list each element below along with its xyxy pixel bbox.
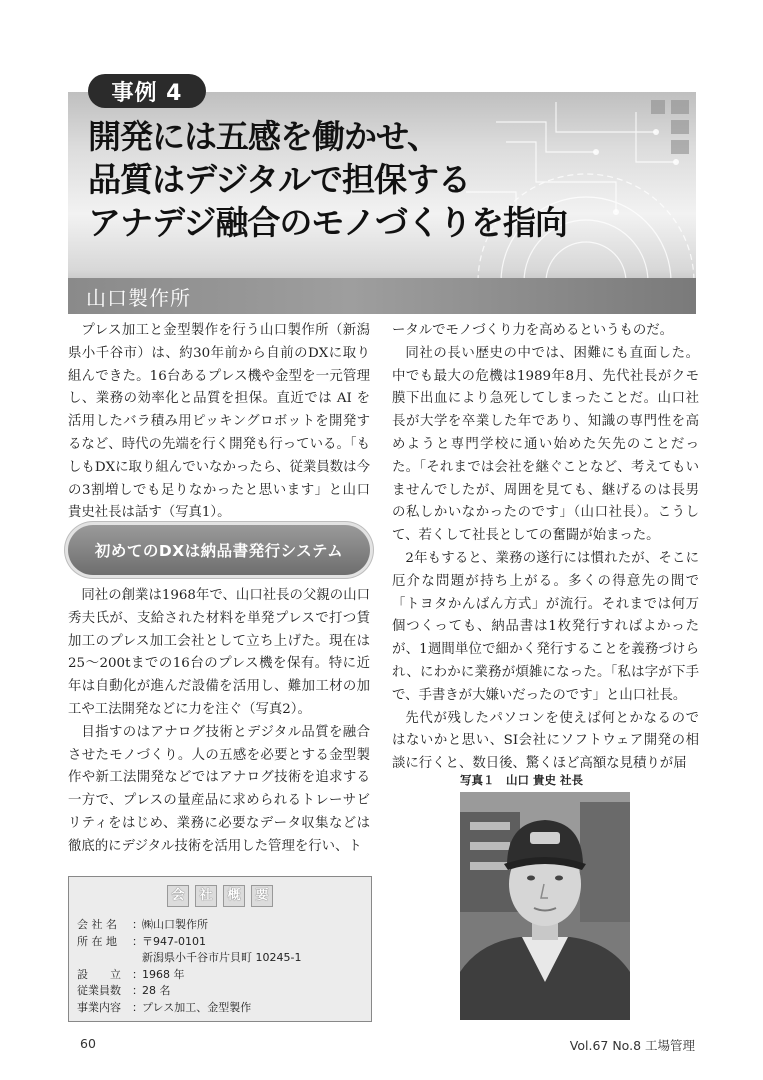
overview-label: 会 社 名: [77, 918, 117, 931]
magazine-issue: Vol.67 No.8 工場管理: [569, 1038, 695, 1053]
company-bar: [68, 278, 696, 314]
overview-title-char: 要: [251, 885, 273, 907]
overview-title: [69, 885, 371, 907]
overview-value: 新潟県小千谷市片貝町 10245-1: [142, 951, 302, 964]
portrait-illustration: [460, 792, 630, 1020]
overview-row: 事業内容 ： プレス加工、金型製作: [77, 1000, 301, 1017]
overview-label: 従業員数: [77, 984, 121, 997]
body-text-right: [392, 320, 699, 776]
overview-title-char: 概: [223, 885, 245, 907]
company-overview-box: [68, 876, 372, 1022]
portrait-photo: [460, 792, 630, 1020]
paragraph: 先代が残したパソコンを使えば何とかなるのではないかと思い、SI会社にソフトウェア開発の相談に行くと、数日後、驚くほど高額な見積りが届: [392, 710, 699, 772]
overview-label: 所 在 地: [77, 934, 117, 948]
section-heading: [68, 525, 370, 575]
overview-label: 設 立: [77, 967, 121, 981]
overview-label: 事業内容: [77, 1000, 121, 1014]
overview-title-char: 社: [195, 885, 217, 907]
title-line: 品質はデジタルで担保する: [88, 160, 471, 199]
overview-row: 所 在 地 ： 〒947-0101: [77, 934, 301, 951]
overview-value: ㈱山口製作所: [142, 918, 208, 931]
overview-table: [77, 917, 301, 1016]
case-label: 事例 4: [88, 74, 206, 108]
paragraph: ータルでモノづくり力を高めるというものだ。: [392, 323, 674, 338]
article-title: [88, 115, 628, 244]
paragraph: 2年もすると、業務の遂行には慣れたが、そこに厄介な問題が持ち上がる。多くの得意先の間で「トヨタかんばん方式」が流行。それまでは何万個つくっても、納品書は1枚発行すればよかったが、1週間単位で細かく発行することを義務づけられ、にわかに業務が煩雑になった。「私は字が下手で、手書きが大嫌いだったのです」と山口社長。: [392, 550, 699, 703]
overview-row: 従業員数 ： 28 名: [77, 983, 301, 1000]
overview-value: 〒947-0101: [142, 934, 206, 948]
overview-value: 1968 年: [142, 967, 185, 981]
overview-row: 設 立 ： 1968 年: [77, 967, 301, 984]
photo-caption: 写真１ 山口 貴史 社長: [460, 773, 584, 787]
paragraph: 同社の長い歴史の中では、困難にも直面した。中でも最大の危機は1989年8月、先代社長がクモ膜下出血により急死してしまったことだ。山口社長が大学を卒業した年であり、知識の専門性を高めようと専門学校に通い始めた矢先のことだった。「それまでは会社を継ぐことなど、考えてもいませんでしたが、周囲を見ても、継げるのは長男の私しかいなかったのです」（山口社長）。こうして、若くして社長としての奮闘が始まった。: [392, 345, 699, 544]
title-line: アナデジ融合のモノづくりを指向: [88, 203, 568, 242]
company-name: 山口製作所: [86, 286, 191, 310]
paragraph: 目指すのはアナログ技術とデジタル品質を融合させたモノづくり。人の五感を必要とする金型製作や新工法開発などではアナログ技術を追求する一方で、プレスの量産品に求められるトレーサビリティをはじめ、業務に必要なデータ収集などは徹底的にデジタル技術を活用した管理を行い、ト: [68, 724, 370, 854]
body-text-intro: [68, 320, 370, 525]
paragraph: 同社の創業は1968年で、山口社長の父親の山口秀夫氏が、支給された材料を単発プレスで打つ賃加工のプレス加工会社として立ち上げた。現在は25～200tまでの16台のプレス機を保有。特に近年は自動化が進んだ設備を活用し、難加工材の加工や工法開発などに力を注ぐ（写真2）。: [68, 588, 370, 717]
overview-value: 28 名: [142, 984, 171, 997]
title-line: 開発には五感を働かせ、: [88, 117, 440, 156]
section-heading-text: 初めてのDXは納品書発行システム: [94, 542, 344, 560]
page-number: 60: [80, 1036, 96, 1051]
overview-row: [77, 950, 301, 967]
body-text-history: [68, 585, 370, 859]
overview-label: [77, 950, 132, 967]
overview-title-char: 会: [167, 885, 189, 907]
overview-row: 会 社 名 ： ㈱山口製作所: [77, 917, 301, 934]
paragraph: プレス加工と金型製作を行う山口製作所（新潟県小千谷市）は、約30年前から自前のDXに取り組んできた。16台あるプレス機や金型を一元管理し、業務の効率化と品質を担保。直近では AI を活用したバラ積み用ピッキングロボットを開発するなど、時代の先端を行く開発も行っている。「もしもDXに取り組んでいなかったら、従業員数は今の3割増しでも足りなかったと思います」と山口貴史社長は話す（写真1）。: [68, 323, 370, 521]
overview-value: プレス加工、金型製作: [142, 1000, 252, 1014]
